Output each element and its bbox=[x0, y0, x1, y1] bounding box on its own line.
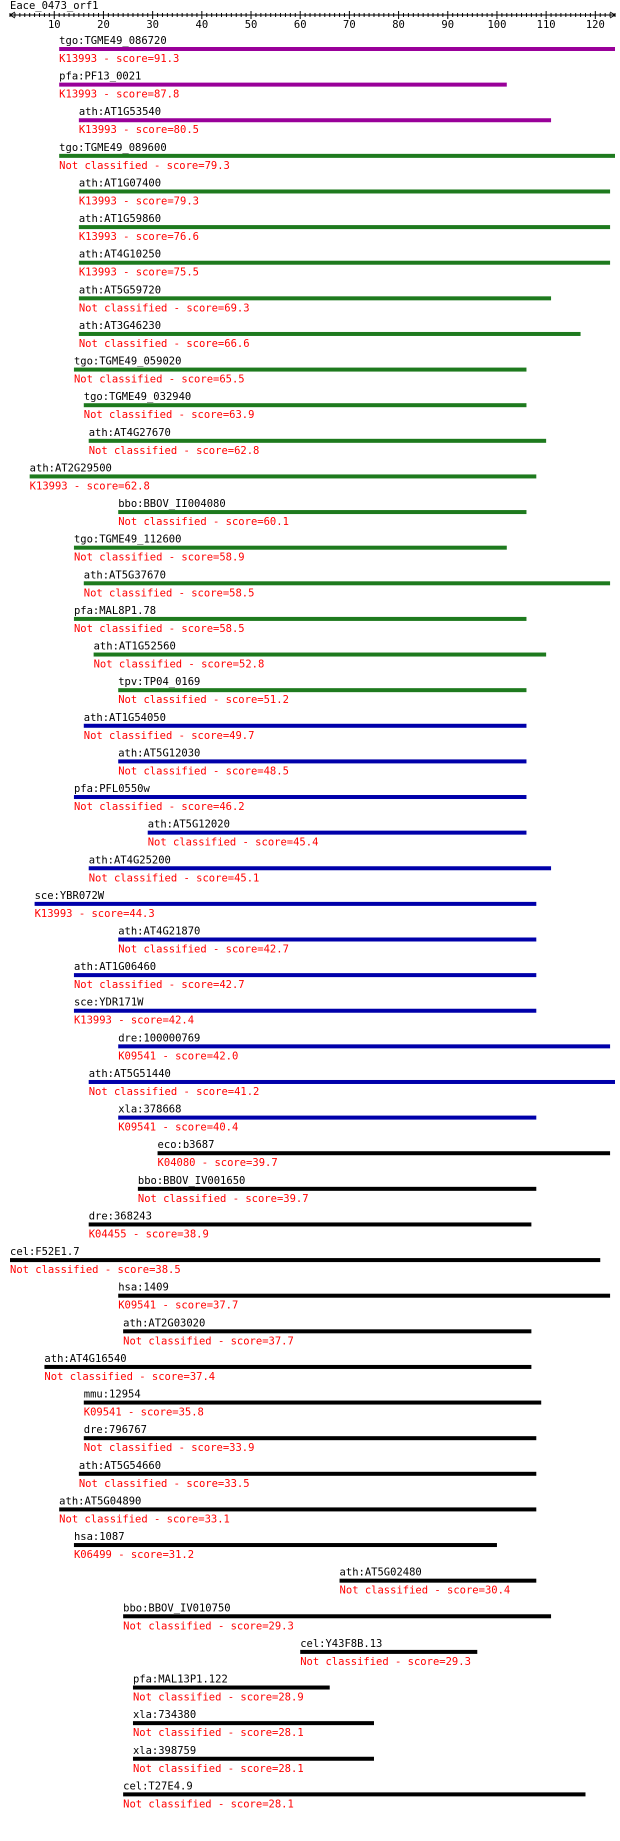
axis-tick-label: 110 bbox=[536, 19, 556, 31]
hit-gene-label[interactable]: cel:T27E4.9 bbox=[123, 1780, 193, 1793]
hit-row bbox=[79, 249, 610, 279]
hit-row bbox=[74, 534, 507, 564]
hit-row bbox=[84, 569, 610, 599]
hit-class-score[interactable]: Not classified - score=33.1 bbox=[59, 1513, 230, 1526]
hit-class-score[interactable]: Not classified - score=29.3 bbox=[123, 1620, 294, 1633]
hit-bar bbox=[84, 724, 527, 728]
hit-row bbox=[59, 35, 615, 65]
hit-class-score[interactable]: Not classified - score=46.2 bbox=[73, 801, 245, 814]
hit-bar bbox=[84, 1401, 541, 1405]
hit-bar bbox=[74, 795, 527, 799]
hit-gene-label[interactable]: bbo:BBOV_IV010750 bbox=[123, 1602, 231, 1615]
hit-row bbox=[79, 284, 551, 314]
hit-bar bbox=[158, 1151, 611, 1155]
hit-gene-label[interactable]: dre:796767 bbox=[83, 1424, 147, 1437]
axis-tick-label: 120 bbox=[585, 19, 605, 31]
hit-bar bbox=[79, 225, 610, 229]
hit-gene-label[interactable]: pfa:PFL0550w bbox=[73, 783, 150, 796]
hit-class-score[interactable]: Not classified - score=63.9 bbox=[83, 409, 255, 422]
hit-class-score[interactable]: Not classified - score=39.7 bbox=[137, 1192, 309, 1205]
hit-gene-label[interactable]: ath:AT1G54050 bbox=[83, 711, 166, 724]
hit-row bbox=[133, 1709, 374, 1739]
hit-bar bbox=[118, 1116, 536, 1120]
hit-gene-label[interactable]: ath:AT1G06460 bbox=[73, 961, 157, 974]
hit-bar bbox=[74, 546, 507, 550]
hit-gene-label[interactable]: pfa:PF13_0021 bbox=[59, 70, 142, 83]
hit-row bbox=[79, 213, 610, 243]
hit-class-score[interactable]: K13993 - score=42.4 bbox=[73, 1014, 195, 1027]
hit-class-score[interactable]: K13993 - score=80.5 bbox=[78, 124, 199, 137]
hit-row bbox=[89, 1068, 615, 1098]
query-name: Eace_0473_orf1 bbox=[10, 0, 99, 12]
hit-bar bbox=[84, 403, 527, 407]
hit-bar bbox=[133, 1721, 374, 1725]
hit-gene-label[interactable]: ath:AT4G16540 bbox=[44, 1352, 127, 1365]
hit-bar bbox=[59, 83, 507, 87]
hit-row bbox=[74, 1531, 497, 1561]
hit-class-score[interactable]: Not classified - score=58.9 bbox=[73, 551, 245, 564]
hit-bar bbox=[74, 368, 527, 372]
hit-row bbox=[133, 1745, 374, 1775]
hit-row bbox=[84, 391, 527, 421]
hit-gene-label[interactable]: eco:b3687 bbox=[157, 1139, 215, 1152]
hit-row bbox=[79, 106, 551, 136]
hit-class-score[interactable]: K13993 - score=44.3 bbox=[34, 907, 155, 920]
hit-class-score[interactable]: K13993 - score=87.8 bbox=[59, 88, 180, 101]
axis-tick-label: 90 bbox=[441, 19, 455, 31]
hit-gene-label[interactable]: ath:AT1G59860 bbox=[78, 213, 162, 226]
hit-gene-label[interactable]: mmu:12954 bbox=[83, 1388, 141, 1401]
hit-gene-label[interactable]: hsa:1409 bbox=[118, 1281, 169, 1294]
hit-row bbox=[300, 1638, 477, 1668]
hit-gene-label[interactable]: bbo:BBOV_IV001650 bbox=[137, 1174, 246, 1187]
hit-gene-label[interactable]: ath:AT5G12030 bbox=[118, 747, 201, 760]
hit-bar bbox=[59, 1507, 536, 1511]
hit-row bbox=[74, 605, 527, 635]
hit-gene-label[interactable]: tgo:TGME49_032940 bbox=[83, 391, 192, 404]
hit-gene-label[interactable]: tgo:TGME49_086720 bbox=[59, 35, 167, 47]
hit-row bbox=[59, 1495, 536, 1525]
hit-bar bbox=[340, 1579, 537, 1583]
hit-row bbox=[79, 1460, 536, 1490]
hit-row bbox=[118, 1282, 610, 1312]
hit-gene-label[interactable]: ath:AT1G07400 bbox=[78, 177, 162, 190]
hit-class-score[interactable]: Not classified - score=58.5 bbox=[83, 587, 255, 600]
hit-gene-label[interactable]: tgo:TGME49_112600 bbox=[73, 533, 182, 546]
hit-bar bbox=[79, 261, 610, 265]
axis-tick-label: 100 bbox=[487, 19, 507, 31]
hit-gene-label[interactable]: ath:AT2G29500 bbox=[29, 462, 112, 475]
hit-row bbox=[133, 1674, 330, 1704]
hit-gene-label[interactable]: ath:AT5G51440 bbox=[88, 1067, 171, 1080]
hit-gene-label[interactable]: ath:AT4G25200 bbox=[88, 854, 171, 867]
hit-class-score[interactable]: Not classified - score=69.3 bbox=[78, 302, 250, 315]
hit-class-score[interactable]: K09541 - score=35.8 bbox=[83, 1406, 204, 1419]
hit-row bbox=[44, 1353, 531, 1383]
hit-class-score[interactable]: K13993 - score=91.3 bbox=[59, 53, 180, 65]
axis-tick-label: 40 bbox=[195, 19, 209, 31]
hit-bar bbox=[123, 1792, 585, 1796]
hit-class-score[interactable]: Not classified - score=37.7 bbox=[123, 1335, 294, 1348]
hit-bar bbox=[79, 118, 551, 122]
hit-gene-label[interactable]: ath:AT5G02480 bbox=[339, 1566, 422, 1579]
hit-class-score[interactable]: Not classified - score=41.2 bbox=[88, 1085, 260, 1098]
hit-row bbox=[340, 1567, 537, 1597]
hit-bar bbox=[148, 831, 527, 835]
hit-gene-label[interactable]: tgo:TGME49_089600 bbox=[59, 141, 167, 154]
hit-gene-label[interactable]: dre:368243 bbox=[88, 1210, 152, 1223]
hit-row bbox=[89, 427, 546, 457]
hit-row bbox=[59, 142, 615, 172]
hit-bar bbox=[133, 1757, 374, 1761]
hit-class-score[interactable]: Not classified - score=28.9 bbox=[132, 1691, 304, 1704]
hit-gene-label[interactable]: sce:YDR171W bbox=[73, 996, 144, 1009]
hit-row bbox=[79, 320, 581, 350]
hit-bar bbox=[118, 759, 526, 763]
hit-bar bbox=[118, 688, 526, 692]
hit-gene-label[interactable]: ath:AT4G21870 bbox=[118, 925, 201, 938]
hit-bar bbox=[10, 1258, 600, 1262]
hit-gene-label[interactable]: pfa:MAL8P1.78 bbox=[73, 604, 157, 617]
axis-ruler bbox=[10, 11, 615, 31]
hit-class-score[interactable]: Not classified - score=30.4 bbox=[339, 1584, 511, 1597]
hit-row bbox=[94, 641, 547, 671]
hit-class-score[interactable]: Not classified - score=66.6 bbox=[78, 337, 250, 350]
axis-tick-label: 80 bbox=[392, 19, 405, 31]
hit-class-score[interactable]: K09541 - score=37.7 bbox=[118, 1299, 239, 1312]
hit-gene-label[interactable]: xla:734380 bbox=[132, 1709, 197, 1722]
hit-gene-label[interactable]: ath:AT5G59720 bbox=[78, 284, 162, 297]
hit-gene-label[interactable]: xla:398759 bbox=[132, 1744, 197, 1757]
hit-gene-label[interactable]: xla:378668 bbox=[118, 1103, 182, 1116]
hit-gene-label[interactable]: ath:AT1G52560 bbox=[93, 640, 176, 653]
hit-row bbox=[89, 854, 551, 884]
hit-row bbox=[148, 819, 527, 849]
hit-row bbox=[79, 177, 610, 207]
hit-gene-label[interactable]: hsa:1087 bbox=[73, 1531, 125, 1544]
hit-row bbox=[138, 1175, 536, 1205]
hit-class-score[interactable]: K04080 - score=39.7 bbox=[157, 1157, 278, 1170]
hit-bar bbox=[30, 474, 537, 478]
hit-class-score[interactable]: Not classified - score=51.2 bbox=[118, 694, 289, 707]
hit-bar bbox=[74, 973, 536, 977]
hit-bar bbox=[79, 1472, 536, 1476]
hit-bar bbox=[89, 439, 546, 443]
hit-class-score[interactable]: Not classified - score=79.3 bbox=[59, 159, 230, 172]
hit-bar bbox=[94, 653, 547, 657]
hit-gene-label[interactable]: ath:AT3G46230 bbox=[78, 319, 162, 332]
hit-gene-label[interactable]: ath:AT5G12020 bbox=[147, 818, 230, 831]
hit-gene-label[interactable]: bbo:BBOV_II004080 bbox=[118, 498, 226, 511]
axis-tick-label: 10 bbox=[47, 19, 61, 31]
hit-row bbox=[89, 1210, 532, 1240]
hit-class-score[interactable]: Not classified - score=45.4 bbox=[147, 836, 319, 849]
hit-row bbox=[84, 1424, 537, 1454]
hit-gene-label[interactable]: ath:AT5G37670 bbox=[83, 569, 166, 582]
hit-class-score[interactable]: K13993 - score=76.6 bbox=[78, 231, 199, 244]
hit-bar bbox=[74, 617, 527, 621]
hit-row bbox=[74, 961, 536, 991]
hit-class-score[interactable]: Not classified - score=45.1 bbox=[88, 872, 260, 885]
hit-class-score[interactable]: K13993 - score=75.5 bbox=[78, 266, 199, 279]
hit-row bbox=[118, 747, 526, 777]
hit-row bbox=[84, 1389, 541, 1419]
hit-gene-label[interactable]: tpv:TP04_0169 bbox=[118, 676, 201, 689]
hit-bar bbox=[300, 1650, 477, 1654]
hit-bar bbox=[118, 1294, 610, 1298]
hit-row bbox=[118, 1032, 610, 1062]
hit-bar bbox=[59, 47, 615, 51]
hit-row bbox=[123, 1780, 585, 1810]
hit-class-score[interactable]: K06499 - score=31.2 bbox=[73, 1549, 195, 1562]
hit-class-score[interactable]: Not classified - score=52.8 bbox=[93, 658, 265, 671]
hit-class-score[interactable]: Not classified - score=48.5 bbox=[118, 765, 289, 778]
hit-bar bbox=[138, 1187, 536, 1191]
hit-gene-label[interactable]: ath:AT5G54660 bbox=[78, 1459, 162, 1472]
hit-gene-label[interactable]: sce:YBR072W bbox=[34, 889, 105, 902]
hit-gene-label[interactable]: ath:AT4G10250 bbox=[78, 248, 162, 261]
hit-bar bbox=[74, 1543, 497, 1547]
hit-row bbox=[118, 676, 526, 706]
hit-class-score[interactable]: Not classified - score=42.7 bbox=[73, 979, 245, 992]
hit-class-score[interactable]: K09541 - score=40.4 bbox=[118, 1121, 239, 1134]
hit-class-score[interactable]: Not classified - score=49.7 bbox=[83, 729, 255, 742]
hit-bar bbox=[79, 296, 551, 300]
hit-row bbox=[118, 498, 526, 528]
hit-row bbox=[158, 1139, 611, 1169]
hit-bar bbox=[123, 1329, 531, 1333]
hit-class-score[interactable]: Not classified - score=33.9 bbox=[83, 1442, 255, 1455]
hit-class-score[interactable]: Not classified - score=42.7 bbox=[118, 943, 289, 956]
hit-bar bbox=[89, 1080, 615, 1084]
hit-class-score[interactable]: Not classified - score=38.5 bbox=[10, 1264, 181, 1277]
hit-class-score[interactable]: K04455 - score=38.9 bbox=[88, 1228, 209, 1241]
hit-bar bbox=[118, 1044, 610, 1048]
hit-row bbox=[118, 926, 536, 956]
hit-class-score[interactable]: Not classified - score=28.1 bbox=[132, 1727, 304, 1740]
hit-row bbox=[10, 1246, 600, 1276]
hit-gene-label[interactable]: dre:100000769 bbox=[118, 1032, 201, 1045]
hit-row bbox=[74, 997, 536, 1027]
hit-gene-label[interactable]: ath:AT5G04890 bbox=[59, 1495, 142, 1508]
hit-class-score[interactable]: K09541 - score=42.0 bbox=[118, 1050, 239, 1063]
hit-bar bbox=[89, 1222, 532, 1226]
hit-class-score[interactable]: Not classified - score=65.5 bbox=[73, 373, 245, 386]
hit-bar bbox=[89, 866, 551, 870]
hit-bar bbox=[118, 510, 526, 514]
hit-bar bbox=[59, 154, 615, 158]
hit-bar bbox=[123, 1614, 551, 1618]
hit-class-score[interactable]: K13993 - score=62.8 bbox=[29, 480, 150, 493]
hit-bar bbox=[84, 581, 610, 585]
hit-row bbox=[118, 1104, 536, 1134]
hit-gene-label[interactable]: ath:AT2G03020 bbox=[123, 1317, 206, 1330]
hit-row bbox=[74, 356, 527, 386]
hit-class-score[interactable]: Not classified - score=28.1 bbox=[132, 1762, 304, 1775]
hit-row bbox=[123, 1317, 531, 1347]
hit-gene-label[interactable]: ath:AT1G53540 bbox=[78, 106, 162, 119]
hit-bar bbox=[74, 1009, 536, 1013]
hit-row bbox=[74, 783, 527, 813]
hit-gene-label[interactable]: tgo:TGME49_059020 bbox=[73, 355, 182, 368]
axis-tick-label: 30 bbox=[146, 19, 159, 31]
hit-gene-label[interactable]: cel:Y43F8B.13 bbox=[300, 1637, 383, 1650]
hit-bar bbox=[84, 1436, 537, 1440]
hit-class-score[interactable]: K13993 - score=79.3 bbox=[78, 195, 199, 208]
hit-class-score[interactable]: Not classified - score=29.3 bbox=[300, 1655, 471, 1668]
hit-bar bbox=[35, 902, 537, 906]
hit-bar bbox=[79, 332, 581, 336]
hit-class-score[interactable]: Not classified - score=58.5 bbox=[73, 622, 245, 635]
hit-row bbox=[30, 462, 537, 492]
hit-class-score[interactable]: Not classified - score=60.1 bbox=[118, 516, 289, 529]
hit-gene-label[interactable]: cel:F52E1.7 bbox=[10, 1246, 80, 1259]
axis-tick-label: 70 bbox=[343, 19, 356, 31]
axis-tick-label: 20 bbox=[97, 19, 110, 31]
hit-bar bbox=[44, 1365, 531, 1369]
axis-tick-label: 50 bbox=[244, 19, 258, 31]
hit-class-score[interactable]: Not classified - score=28.1 bbox=[123, 1798, 294, 1811]
hit-class-score[interactable]: Not classified - score=37.4 bbox=[44, 1370, 216, 1383]
hit-class-score[interactable]: Not classified - score=62.8 bbox=[88, 444, 260, 457]
hit-list bbox=[10, 35, 615, 1810]
hit-row bbox=[123, 1602, 551, 1632]
hit-gene-label[interactable]: pfa:MAL13P1.122 bbox=[132, 1673, 228, 1686]
hit-bar bbox=[133, 1686, 330, 1690]
hit-row bbox=[84, 712, 527, 742]
hit-row bbox=[59, 71, 507, 101]
hit-gene-label[interactable]: ath:AT4G27670 bbox=[88, 426, 171, 439]
hit-bar bbox=[118, 938, 536, 942]
hit-row bbox=[35, 890, 537, 920]
hit-class-score[interactable]: Not classified - score=33.5 bbox=[78, 1477, 250, 1490]
axis-tick-label: 60 bbox=[293, 19, 307, 31]
hit-bar bbox=[79, 189, 610, 193]
